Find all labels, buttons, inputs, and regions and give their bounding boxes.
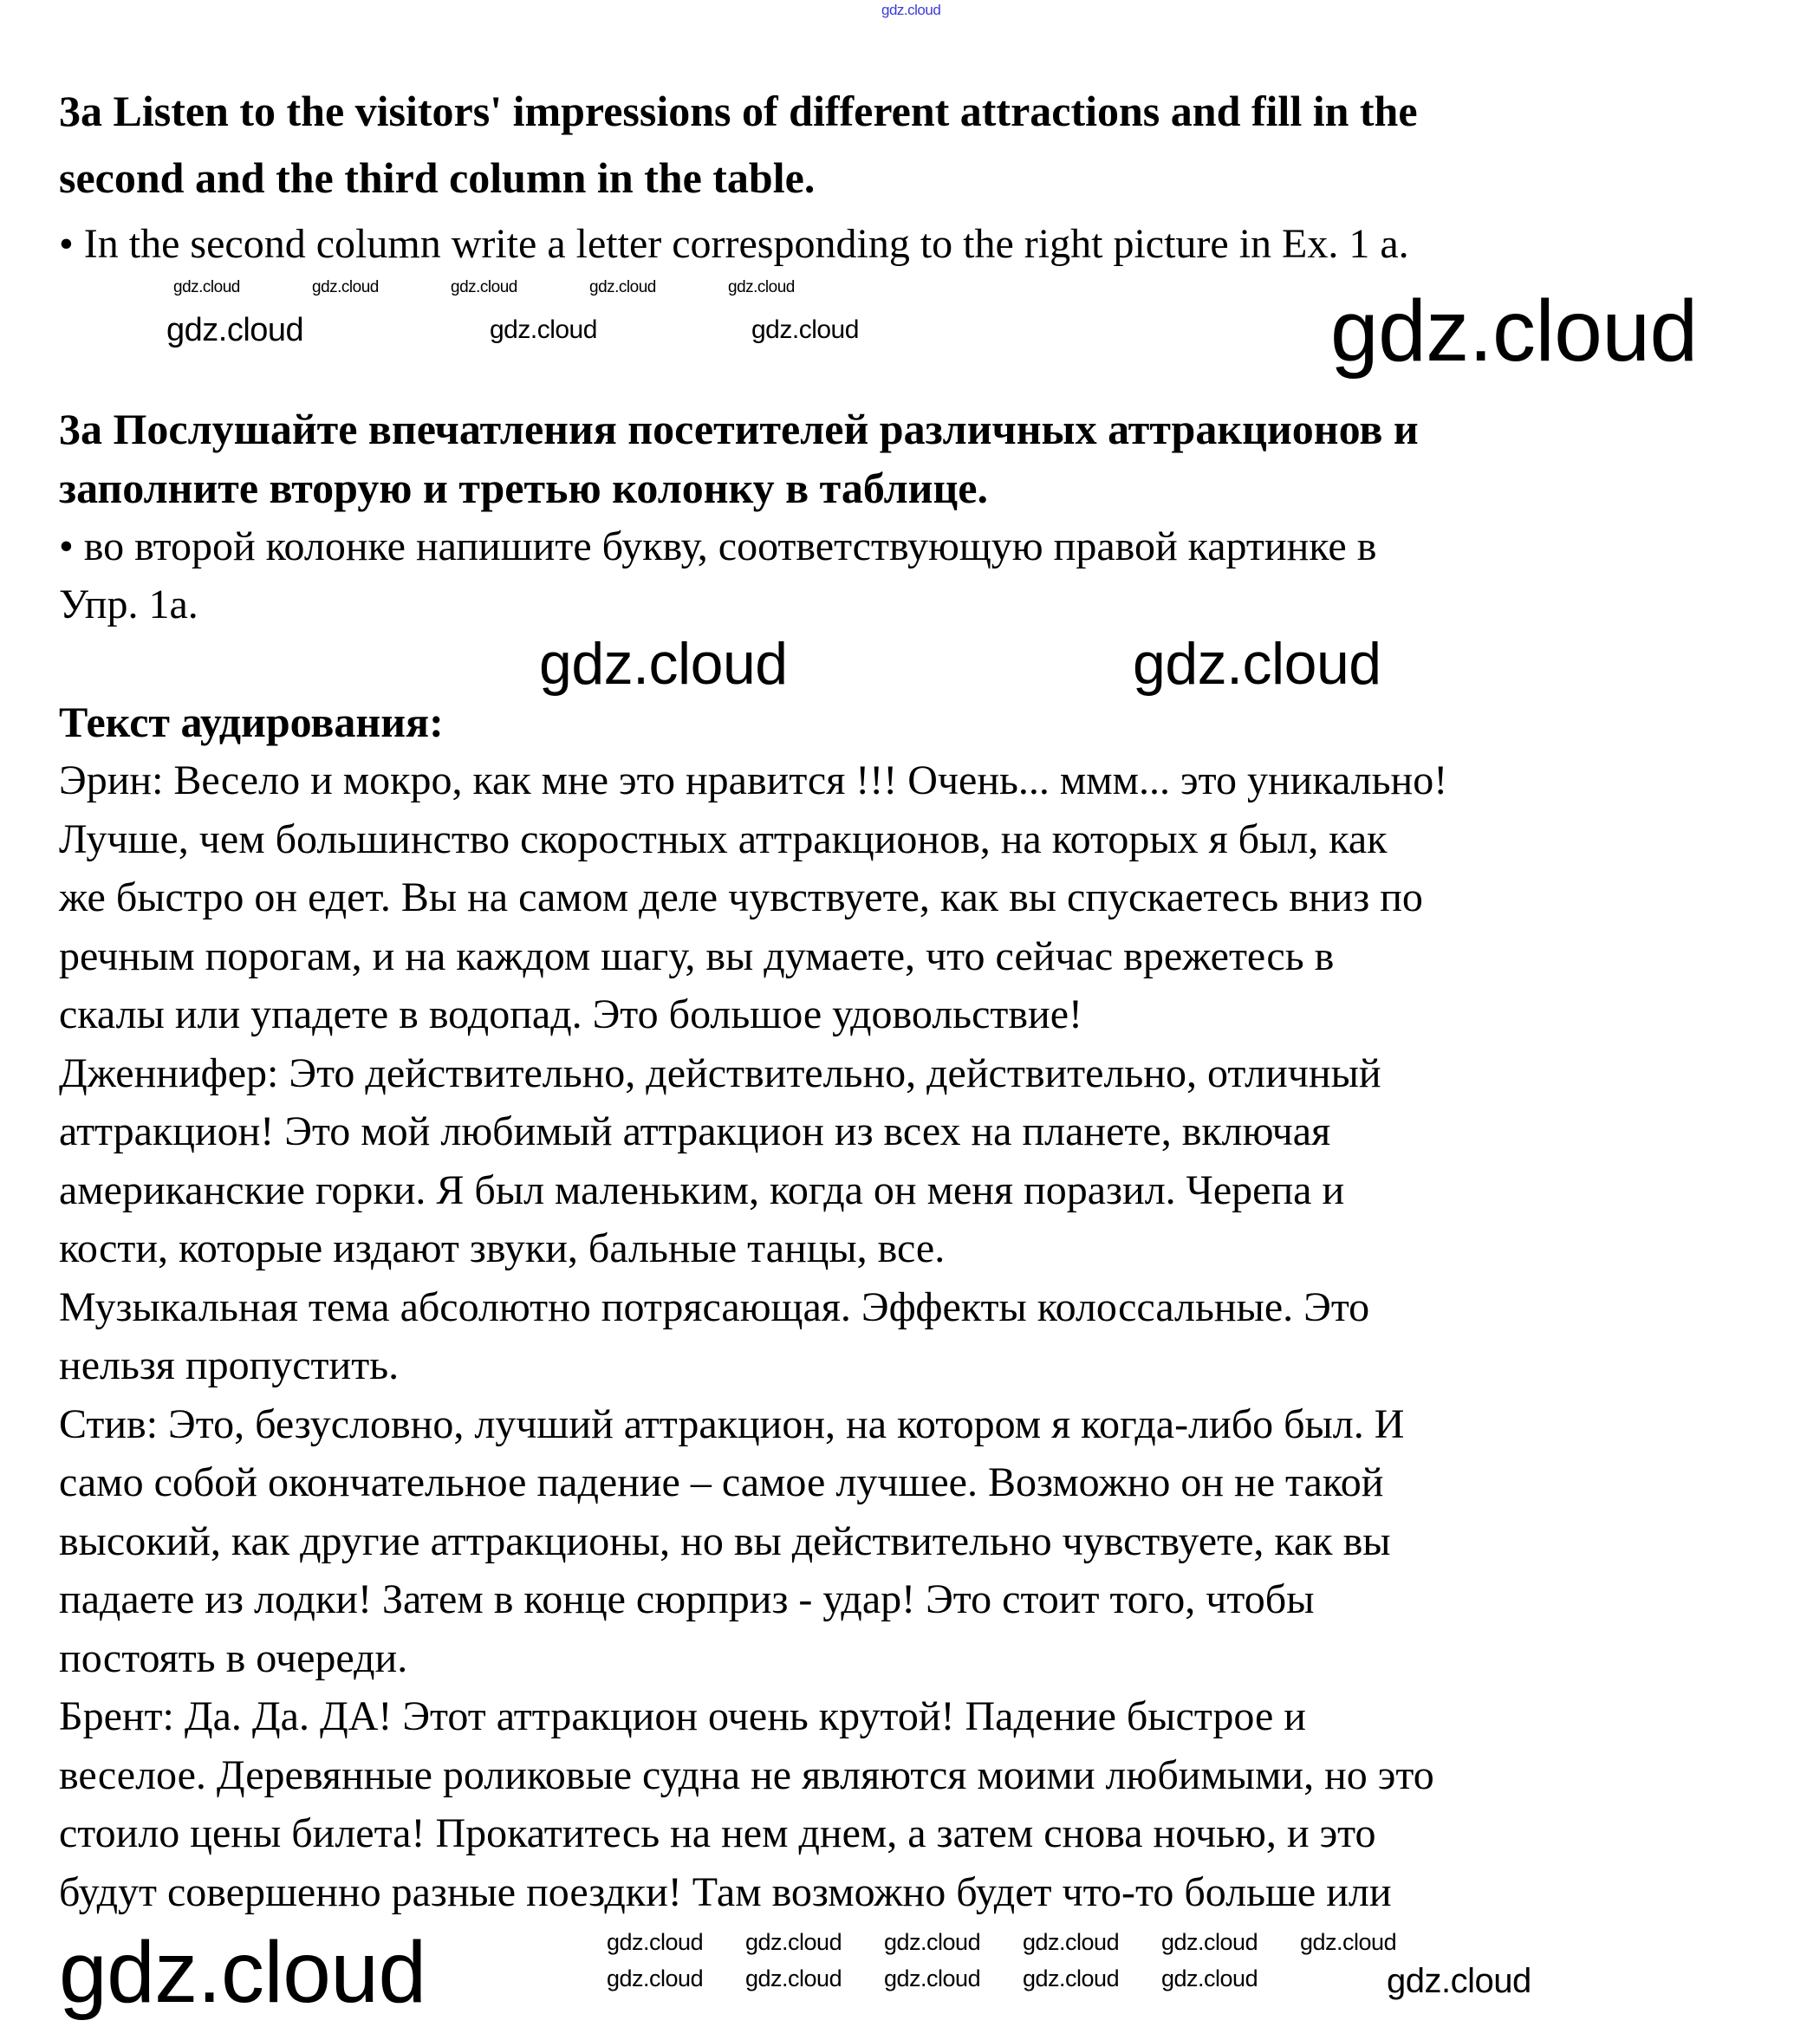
watermark: gdz.cloud — [1023, 1965, 1120, 1991]
watermark: gdz.cloud — [1330, 283, 1698, 380]
watermark: gdz.cloud — [607, 1929, 704, 1955]
task-heading-ru-line-2: заполните вторую и третью колонку в таблице. — [59, 464, 988, 512]
watermark: gdz.cloud — [751, 315, 859, 344]
watermark: gdz.cloud — [745, 1965, 842, 1991]
transcript-line: аттракцион! Это мой любимый аттракцион из всех на планете, включая — [59, 1108, 1331, 1154]
watermark: gdz.cloud — [1023, 1929, 1120, 1955]
watermark: gdz.cloud — [1387, 1962, 1531, 2000]
transcript-line: Дженнифер: Это действительно, действительно, действительно, отличный — [59, 1049, 1381, 1096]
watermark: gdz.cloud — [728, 278, 795, 296]
transcript-line: будут совершенно разные поездки! Там возможно будет что-то больше или — [59, 1868, 1392, 1915]
watermark: gdz.cloud — [490, 315, 597, 344]
task-heading-ru-line-1: 3a Послушайте впечатления посетителей различных аттракционов и — [59, 405, 1419, 453]
transcript-line: американские горки. Я был маленьким, когда он меня поразил. Черепа и — [59, 1166, 1345, 1213]
watermark: gdz.cloud — [884, 1965, 981, 1991]
watermark: gdz.cloud — [884, 1929, 981, 1955]
transcript-line: веселое. Деревянные роликовые судна не являются моими любимыми, но это — [59, 1751, 1434, 1798]
transcript-line: высокий, как другие аттракционы, но вы действительно чувствуете, как вы — [59, 1517, 1391, 1564]
watermark: gdz.cloud — [451, 278, 517, 296]
transcript-line: стоило цены билета! Прокатитесь на нем днем, а затем снова ночью, и это — [59, 1810, 1376, 1856]
watermark: gdz.cloud — [173, 278, 240, 296]
task-instruction-en: • In the second column write a letter corresponding to the right picture in Ex. 1 a. — [59, 221, 1409, 267]
task-heading-en-line-1: 3a Listen to the visitors' impressions of different attractions and fill in the — [59, 87, 1418, 135]
transcript-line: Лучше, чем большинство скоростных аттракционов, на которых я был, как — [59, 815, 1388, 862]
watermark: gdz.cloud — [1300, 1929, 1397, 1955]
task-instruction-ru-line-1: • во второй колонке напишите букву, соответствующую правой картинке в — [59, 523, 1377, 569]
transcript-line: Эрин: Весело и мокро, как мне это нравится !!! Очень... ммм... это уникально! — [59, 757, 1448, 803]
watermark: gdz.cloud — [1133, 630, 1381, 697]
watermark: gdz.cloud — [539, 630, 788, 697]
watermark: gdz.cloud — [607, 1965, 704, 1991]
transcript-title: Текст аудирования: — [59, 698, 444, 746]
transcript-line: кости, которые издают звуки, бальные танцы, все. — [59, 1225, 946, 1271]
transcript-line: Музыкальная тема абсолютно потрясающая. Эффекты колоссальные. Это — [59, 1283, 1370, 1330]
transcript-line: Стив: Это, безусловно, лучший аттракцион, на котором я когда-либо был. И — [59, 1400, 1405, 1447]
transcript-line: Брент: Да. Да. ДА! Этот аттракцион очень крутой! Падение быстрое и — [59, 1693, 1306, 1739]
watermark: gdz.cloud — [881, 2, 941, 18]
transcript-line: речным порогам, и на каждом шагу, вы думаете, что сейчас врежетесь в — [59, 932, 1335, 979]
watermark: gdz.cloud — [1161, 1965, 1258, 1991]
task-heading-en-line-2: second and the third column in the table. — [59, 153, 816, 202]
watermark: gdz.cloud — [745, 1929, 842, 1955]
transcript-line: само собой окончательное падение – самое лучшее. Возможно он не такой — [59, 1459, 1384, 1505]
transcript-line: же быстро он едет. Вы на самом деле чувствуете, как вы спускаетесь вниз по — [59, 874, 1423, 920]
watermark: gdz.cloud — [589, 278, 656, 296]
task-instruction-ru-line-2: Упр. 1а. — [59, 581, 198, 627]
transcript-line: постоять в очереди. — [59, 1634, 408, 1681]
transcript-line: падаете из лодки! Затем в конце сюрприз - удар! Это стоит того, чтобы — [59, 1576, 1315, 1622]
watermark: gdz.cloud — [312, 278, 379, 296]
watermark: gdz.cloud — [59, 1924, 426, 2021]
watermark: gdz.cloud — [166, 312, 304, 348]
watermark: gdz.cloud — [1161, 1929, 1258, 1955]
transcript-line: скалы или упадете в водопад. Это большое удовольствие! — [59, 991, 1082, 1037]
transcript-line: нельзя пропустить. — [59, 1342, 400, 1388]
